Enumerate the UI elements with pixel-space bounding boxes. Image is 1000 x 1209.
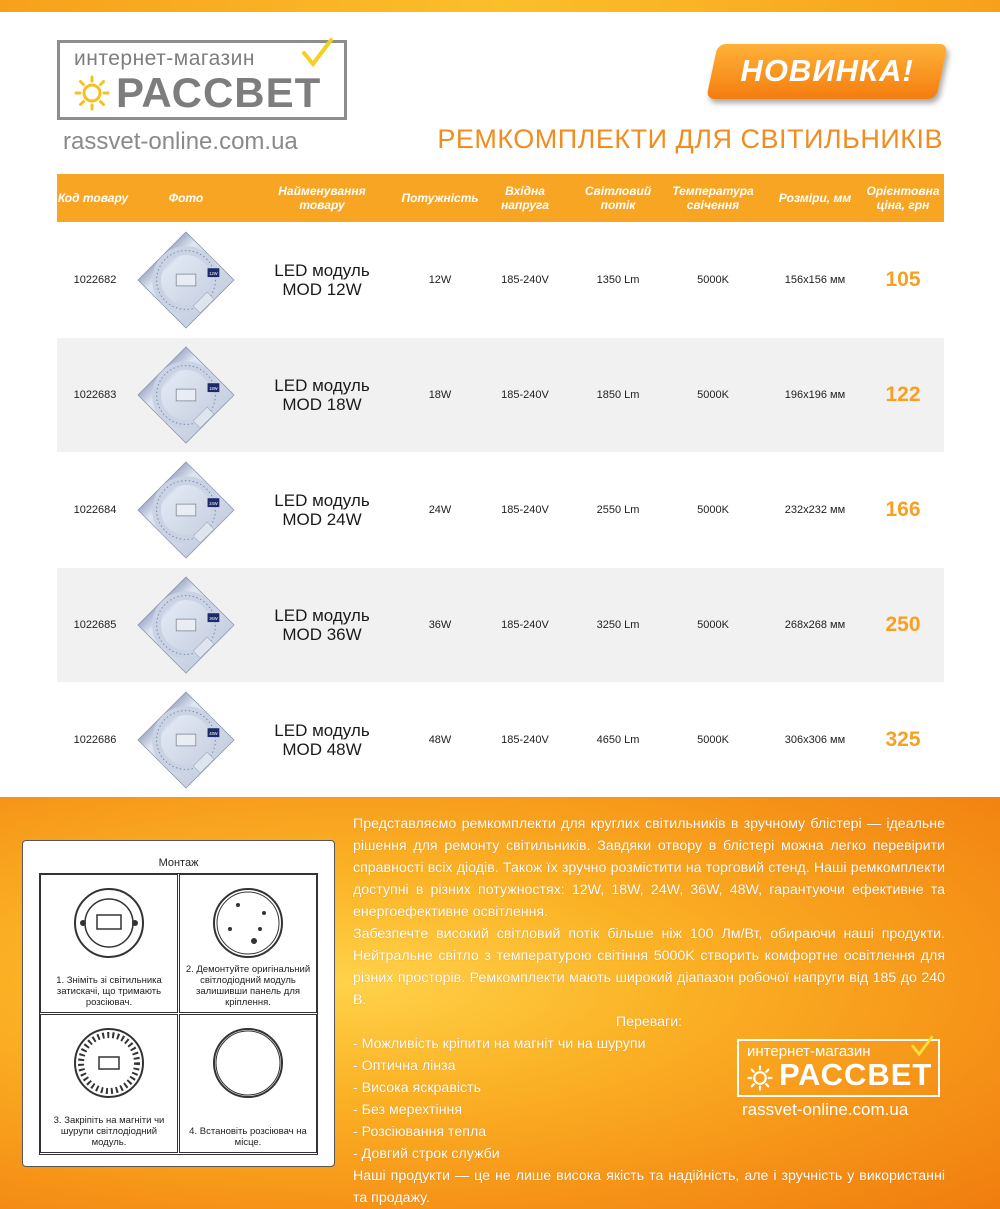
mounting-panel [22, 840, 335, 1167]
cell-flux: 1850 Lm [596, 389, 640, 401]
advantage-item: - Висока яскравість [353, 1080, 481, 1096]
table-row[interactable] [57, 683, 944, 797]
mount-step-3 [40, 1014, 178, 1153]
sun-icon [74, 75, 110, 111]
brand-line2: РАССВЕТ [116, 69, 322, 116]
cell-name: LED модуль MOD 36W [274, 606, 370, 644]
sun-icon [747, 1065, 773, 1091]
cell-voltage: 185-240V [501, 274, 549, 286]
product-photo [137, 346, 235, 444]
advantage-item: - Можливість кріпити на магніт чи на шурупи [353, 1036, 646, 1052]
col-flux: Світловий потік [584, 184, 652, 212]
cell-price: 250 [885, 613, 921, 636]
cell-name: LED модуль MOD 48W [274, 721, 370, 759]
description-p1: Представляємо ремкомплекти для круглих світильників в зручному блістері — ідеальне рішення для ремонту світильників. Завдяки отвору в блістері можна легко перевірити справності всіх діодів. Також їх зручно розмістити на торговий стенд. Наші ремкомплекти доступні в різних потужностях: 12W, 18W, 24W, 36W, 48W, гарантуючи ефективне та енергоефективне освітлення. [353, 816, 945, 920]
mount-step-2-text: 2. Демонтуйте оригінальний світлодіодний модуль залишивши панель для кріплення. [185, 964, 311, 1008]
advantage-item: - Розсіювання тепла [353, 1124, 487, 1140]
description-p2: Забезпечте високий світловий потік більше ніж 100 Лм/Вт, обираючи наші продукти. Нейтральне світло з температурою світіння 5000K створить комфортне освітлення для різних просторів. Ремкомплекти мають широкий діапазон робочої напруги від 185 до 240 В. [353, 926, 945, 1008]
table-row[interactable] [57, 453, 944, 567]
cell-power: 48W [428, 734, 452, 746]
product-photo-badge: 24W [209, 500, 218, 506]
col-temp: Температура свічення [672, 184, 754, 212]
cell-size: 156x156 мм [784, 274, 846, 286]
cell-name: LED модуль MOD 24W [274, 491, 370, 529]
col-photo: Фото [168, 191, 204, 205]
brand-logo[interactable] [57, 40, 347, 120]
top-stripe [0, 0, 1000, 12]
cell-size: 232x232 мм [784, 504, 846, 516]
cell-voltage: 185-240V [501, 734, 549, 746]
cell-code: 1022682 [73, 274, 117, 286]
table-row[interactable] [57, 568, 944, 682]
advantages-title: Переваги: [615, 1014, 683, 1030]
cell-temp: 5000K [697, 274, 729, 286]
step2-illustration [208, 883, 288, 963]
col-name: Найменування товару [278, 184, 366, 212]
cell-temp: 5000K [697, 389, 729, 401]
cell-price: 122 [885, 383, 921, 406]
mount-step-4-text: 4. Встановіть розсіювач на місце. [189, 1126, 307, 1148]
cell-size: 306x306 мм [784, 734, 846, 746]
cell-price: 166 [885, 498, 921, 521]
cell-price: 105 [885, 268, 921, 291]
cell-flux: 3250 Lm [596, 619, 640, 631]
col-power: Потужність [401, 191, 479, 205]
cell-name: LED модуль MOD 12W [274, 261, 370, 299]
cell-flux: 1350 Lm [596, 274, 640, 286]
product-photo [137, 576, 235, 674]
advantage-item: - Оптична лінза [353, 1058, 456, 1074]
cell-size: 196x196 мм [784, 389, 846, 401]
product-photo-badge: 36W [209, 615, 218, 621]
description-closing: Наші продукти — це не лише висока якість та надійність, але і зручність у використанні та продажу. [353, 1168, 945, 1206]
new-badge [706, 44, 948, 99]
cell-power: 12W [428, 274, 452, 286]
checkmark-icon [910, 1035, 934, 1059]
cell-power: 36W [428, 619, 452, 631]
cell-temp: 5000K [697, 504, 729, 516]
product-photo-badge: 12W [209, 270, 218, 276]
brand-line1: интернет-магазин [747, 1043, 871, 1060]
table-header [57, 174, 944, 222]
step4-illustration [208, 1023, 288, 1103]
col-size: Розміри, мм [778, 191, 852, 205]
cell-price: 325 [885, 728, 921, 751]
cell-flux: 2550 Lm [596, 504, 640, 516]
cell-temp: 5000K [697, 734, 729, 746]
brand-line1: интернет-магазин [74, 47, 255, 70]
mounting-grid [39, 873, 318, 1155]
product-photo [137, 461, 235, 559]
cell-power: 24W [428, 504, 452, 516]
product-photo [137, 691, 235, 789]
step1-illustration [69, 883, 149, 963]
cell-code: 1022684 [73, 504, 117, 516]
table-row[interactable] [57, 338, 944, 452]
brand-site[interactable]: rassvet-online.com.ua [63, 128, 298, 155]
cell-code: 1022683 [73, 389, 117, 401]
advantage-item: - Без мерехтіння [353, 1102, 463, 1118]
mount-step-1 [40, 874, 178, 1013]
col-code: Код товару [57, 191, 129, 205]
brand-line2: РАССВЕТ [779, 1057, 933, 1092]
cell-voltage: 185-240V [501, 504, 549, 516]
product-photo [137, 231, 235, 329]
mounting-title: Монтаж [158, 857, 199, 869]
cell-voltage: 185-240V [501, 389, 549, 401]
mount-step-2 [179, 874, 317, 1013]
cell-power: 18W [428, 389, 452, 401]
cell-flux: 4650 Lm [596, 734, 640, 746]
description [353, 813, 945, 1209]
brand-logo-bottom[interactable] [737, 1039, 940, 1097]
mount-step-1-text: 1. Зніміть зі світильника затискачі, що тримають розсіювач. [56, 975, 162, 1008]
mount-step-3-text: 3. Закріпіть на магніти чи шурупи світлодіодний модуль. [53, 1115, 165, 1148]
cell-size: 268x268 мм [784, 619, 846, 631]
page-title: РЕМКОМПЛЕКТИ ДЛЯ СВІТИЛЬНИКІВ [437, 124, 943, 154]
product-photo-badge: 18W [209, 385, 218, 391]
col-price: Орієнтовна ціна, грн [866, 184, 940, 212]
new-badge-label: НОВИНКА! [740, 53, 914, 88]
cell-voltage: 185-240V [501, 619, 549, 631]
cell-code: 1022686 [73, 734, 117, 746]
table-row[interactable] [57, 223, 944, 337]
product-photo-badge: 48W [209, 730, 218, 736]
step3-illustration [69, 1023, 149, 1103]
cell-name: LED модуль MOD 18W [274, 376, 370, 414]
cell-code: 1022685 [73, 619, 117, 631]
cell-temp: 5000K [697, 619, 729, 631]
advantage-item: - Довгий строк служби [353, 1146, 500, 1162]
brand-site-bottom[interactable]: rassvet-online.com.ua [742, 1100, 909, 1119]
col-voltage: Вхідна напруга [501, 184, 549, 212]
checkmark-icon [300, 37, 334, 71]
mount-step-4 [179, 1014, 317, 1153]
